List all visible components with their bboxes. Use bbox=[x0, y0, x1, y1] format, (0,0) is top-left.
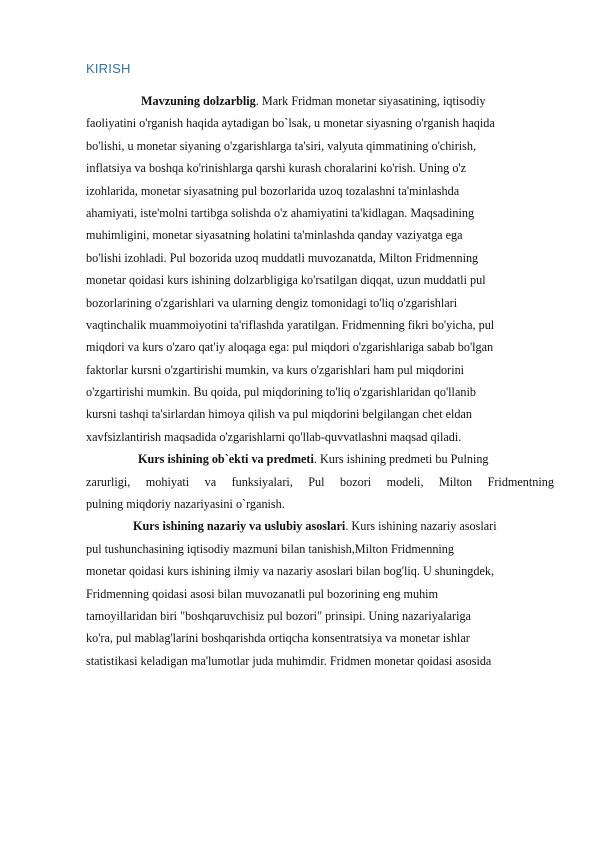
relevance-label: Mavzuning dolzarblig bbox=[141, 94, 256, 108]
word: Pul bbox=[308, 474, 325, 489]
foundations-label: Kurs ishining nazariy va uslubiy asoslari bbox=[133, 519, 346, 534]
text-line: monetar qoidasi kurs ishining ilmiy va nazariy asoslari bilan bog'liq. U shuningdek, bbox=[86, 564, 495, 579]
paragraph-object-first-line bbox=[86, 448, 554, 470]
text-line: bo'lishi izohladi. Pul bozorida uzoq muddatli muvozanatda, Milton Fridmenning bbox=[86, 250, 479, 265]
foundations-text: . Kurs ishining nazariy asoslari bbox=[345, 519, 497, 534]
word: funksiyalari, bbox=[231, 474, 293, 489]
text-line: Fridmenning qoidasi asosi bilan muvozanatli pul bozorining eng muhim bbox=[86, 586, 439, 601]
text-line: ahamiyati, iste'molni tartibga solishda o'z ahamiyatini ta'kidlagan. Maqsadining bbox=[86, 205, 475, 220]
text-line: tamoyillaridan biri "boshqaruvchisiz pul bozori" prinsipi. Uning nazariyalariga bbox=[86, 608, 471, 623]
paragraph-foundations-first-line bbox=[86, 515, 554, 537]
text-line: bo'lishi, u monetar siyaning o'zgarishlarga ta'siri, valyuta qimmatining o'chirish, bbox=[86, 138, 477, 153]
text-line: o'zgartirishi mumkin. Bu qoida, pul miqdorining to'liq o'zgarishlaridan qo'llanib bbox=[86, 385, 476, 400]
section-heading: KIRISH bbox=[86, 61, 131, 76]
text-line: pulning miqdoriy nazariyasini o`rganish. bbox=[86, 497, 285, 512]
text-line: monetar qoidasi kurs ishining dolzarbligiga ko'rsatilgan diqqat, uzun muddatli pul bbox=[86, 273, 486, 288]
object-label: Kurs ishining ob`ekti va predmeti bbox=[138, 452, 314, 467]
text-line: ko'ra, pul mablag'larini boshqarishda ortiqcha konsentratsiya va monetar ishlar bbox=[86, 631, 470, 646]
text-line: xavfsizlantirish maqsadida o'zgarishlarni qo'llab-quvvatlashni maqsad qiladi. bbox=[86, 429, 462, 444]
text-line: miqdori va kurs o'zaro qat'iy aloqaga ega: pul miqdori o'zgarishlariga sabab bo'lgan bbox=[86, 340, 494, 355]
word: bozori bbox=[340, 474, 372, 489]
text-line: vaqtinchalik muammoiyotini ta'riflashda yaratilgan. Fridmenning fikri bo'yicha, pul bbox=[86, 317, 495, 332]
justified-text-line bbox=[86, 471, 554, 493]
word: modeli, bbox=[386, 474, 424, 489]
object-text: . Kurs ishining predmeti bu Pulning bbox=[313, 452, 489, 467]
relevance-text: . Mark Fridman monetar siyasatining, iqtisodiy bbox=[255, 94, 486, 108]
text-line: izohlarida, monetar siyasatning pul bozorlarida uzoq tozalashni ta'minlashda bbox=[86, 183, 460, 198]
text-line: inflatsiya va boshqa ko'rinishlarga qarshi kurash choralarini ko'rish. Uning o'z bbox=[86, 161, 467, 176]
text-line: faoliyatini o'rganish haqida aytadigan bo`lsak, u monetar siyasning o'rganish haqida bbox=[86, 116, 495, 131]
text-line: faktorlar kursni o'zgartirishi mumkin, va kurs o'zgarishlari ham pul miqdorini bbox=[86, 362, 465, 377]
word: Fridmentning bbox=[487, 474, 554, 489]
text-line: statistikasi keladigan ma'lumotlar juda muhimdir. Fridmen monetar qoidasi asosida bbox=[86, 653, 492, 668]
word: Milton bbox=[438, 474, 473, 489]
text-line: kursni tashqi ta'sirlardan himoya qilish va pul miqdorini belgilangan chet eldan bbox=[86, 407, 473, 422]
word: mohiyati bbox=[145, 474, 190, 489]
word: zarurligi, bbox=[86, 474, 131, 489]
text-line: bozorlarining o'zgarishlari va ularning dengiz tomonidagi to'liq o'zgarishlari bbox=[86, 295, 458, 310]
word: va bbox=[204, 474, 217, 489]
text-line: muhimligini, monetar siyasatning holatini ta'minlashda qanday vaziyatga ega bbox=[86, 228, 463, 243]
text-line: pul tushunchasining iqtisodiy mazmuni bilan tanishish,Milton Fridmenning bbox=[86, 541, 454, 556]
body-text bbox=[86, 90, 554, 672]
paragraph-relevance-first-line bbox=[86, 90, 554, 112]
